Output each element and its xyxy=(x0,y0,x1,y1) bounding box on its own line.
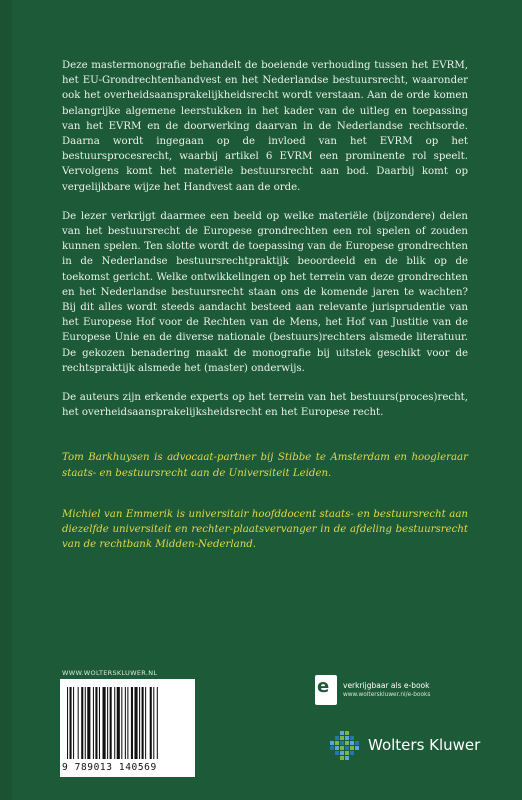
barcode-bar xyxy=(78,687,79,759)
barcode-bar xyxy=(145,687,146,759)
barcode-bar xyxy=(110,687,112,759)
barcode-bar xyxy=(153,687,154,759)
barcode-bar xyxy=(73,687,74,759)
description-paragraph-3: De auteurs zijn erkende experts op het terrein van het bestuurs(proces)recht, het overheidsaansprakelijksheidsrecht en het Europese recht. xyxy=(62,392,468,419)
back-cover-text xyxy=(62,58,468,566)
description-paragraph-2: De lezer verkrijgt daarmee een beeld op welke materiële (bijzondere) delen van het bestuursrecht de Europese grondrechten een rol spelen of zouden kunnen spelen. Ten slotte wordt de toepassing van de Europese grondrechten in de Nederlandse bestuursrechtpraktijk beoordeeld en de blik op de toekomst gericht. Welke ontwikkelingen op het terrein van deze grondrechten en het Nederlandse bestuursrecht staan ons de komende jaren te wachten? Bij dit alles wordt steeds aandacht besteed aan relevante jurisprudentie van het Europese Hof voor de Rechten van de Mens, het Hof van Justitie van de Europese Unie en de diverse nationale (bestuurs)rechters alsmede literatuur. De gekozen benadering maakt de monografie bij uitstek geschikt voor de rechtspraktijk alsmede het (master) onderwijs. xyxy=(62,210,468,374)
ebook-notice xyxy=(315,675,485,705)
barcode-bar xyxy=(125,687,126,759)
wolters-kluwer-logo-icon xyxy=(328,730,362,764)
barcode-bar xyxy=(134,687,137,759)
publisher-website: WWW.WOLTERSKLUWER.NL xyxy=(62,669,158,677)
author-bio-barkhuysen: Tom Barkhuysen is advocaat-partner bij Stibbe te Amsterdam en hoogleraar staats- en bestuursrecht aan de Universiteit Leiden. xyxy=(62,452,468,479)
barcode-bar xyxy=(131,687,133,759)
barcode-bar xyxy=(81,687,83,759)
barcode-bar xyxy=(127,687,128,759)
ebook-e-icon: e xyxy=(315,675,337,705)
publisher-name: Wolters Kluwer xyxy=(368,736,481,754)
description-paragraph-1: Deze mastermonografie behandelt de boeiende verhouding tussen het EVRM, het EU-Grondrechtenhandvest en het Nederlandse bestuursrecht, waaronder ook het overheidsaansprakelijkheidsrecht wordt verstaan. Aan de orde komen belangrijke algemene leerstukken in het kader van de uitleg en toepassing van het EVRM en de doorwerking daarvan in de Nederlandse rechtsorde. Daarna wordt ingegaan op de invloed van het EVRM op het bestuursprocesrecht, waarbij artikel 6 EVRM een prominente rol speelt. Vervolgens komt het materiële bestuursrecht aan bod. Daarbij komt op vergelijkbare wijze het Handvest aan de orde. xyxy=(62,60,468,193)
author-bio-van-emmerik: Michiel van Emmerik is universitair hoofddocent staats- en bestuursrecht aan diezelfde universiteit en rechter-plaatsvervanger in de afdeling bestuursrecht van de rechtbank Midden-Nederland. xyxy=(62,508,468,551)
barcode-bar xyxy=(95,687,97,759)
barcode-bar xyxy=(121,687,122,759)
barcode-bar xyxy=(157,687,158,759)
publisher-logo xyxy=(328,728,498,768)
barcode-bar xyxy=(103,687,106,759)
isbn-barcode xyxy=(60,679,195,777)
barcode-bar xyxy=(85,687,86,759)
barcode-bar xyxy=(150,687,152,759)
spine-strip xyxy=(0,0,12,800)
barcode-bar xyxy=(93,687,94,759)
isbn-digits: 9 789013 140569 xyxy=(62,762,157,773)
barcode-bar xyxy=(99,687,100,759)
ebook-title: verkrijgbaar als e-book xyxy=(343,681,430,690)
barcode-bar xyxy=(114,687,115,759)
ebook-url: www.wolterskluwer.nl/e-books xyxy=(343,692,431,698)
barcode-bar xyxy=(67,687,68,759)
barcode-bar xyxy=(87,687,90,759)
barcode-bars xyxy=(66,687,189,761)
barcode-bar xyxy=(139,687,140,759)
barcode-bar xyxy=(117,687,120,759)
barcode-bar xyxy=(107,687,108,759)
barcode-bar xyxy=(142,687,144,759)
barcode-bar xyxy=(70,687,72,759)
